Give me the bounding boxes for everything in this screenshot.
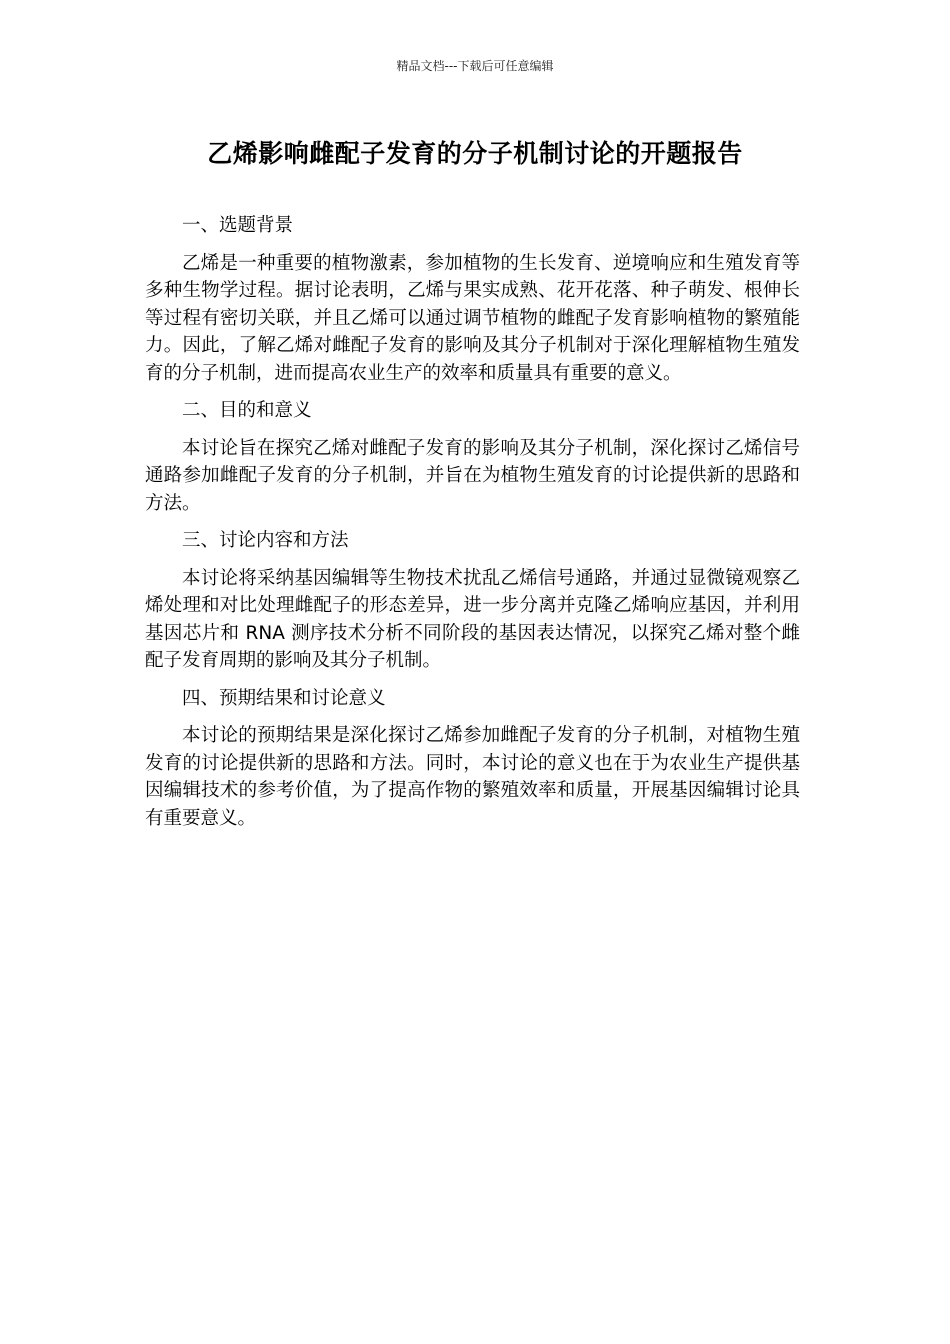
section-paragraph: 本讨论旨在探究乙烯对雌配子发育的影响及其分子机制，深化探讨乙烯信号通路参加雌配子发育的分子机制，并旨在为植物生殖发育的讨论提供新的思路和方法。 xyxy=(145,437,800,514)
document-body xyxy=(145,212,800,842)
section-expected-results xyxy=(145,685,800,833)
section-heading: 四、预期结果和讨论意义 xyxy=(182,687,386,709)
section-paragraph: 本讨论将采纳基因编辑等生物技术扰乱乙烯信号通路，并通过显微镜观察乙烯处理和对比处理雌配子的形态差异，进一步分离并克隆乙烯响应基因，并利用基因芯片和 RNA 测序技术分析不同阶段的基因表达情况，以探究乙烯对整个雌配子发育周期的影响及其分子机制。 xyxy=(145,567,800,671)
section-heading: 二、目的和意义 xyxy=(182,400,312,421)
section-heading: 三、讨论内容和方法 xyxy=(182,530,349,551)
section-paragraph: 本讨论的预期结果是深化探讨乙烯参加雌配子发育的分子机制，对植物生殖发育的讨论提供新的思路和方法。同时，本讨论的意义也在于为农业生产提供基因编辑技术的参考价值，为了提高作物的繁殖效率和质量，开展基因编辑讨论具有重要意义。 xyxy=(145,725,800,829)
section-methods xyxy=(145,527,800,675)
page-header: 精品文档---下载后可任意编辑 xyxy=(396,59,554,73)
section-background xyxy=(145,212,800,387)
section-paragraph: 乙烯是一种重要的植物激素，参加植物的生长发育、逆境响应和生殖发育等多种生物学过程。据讨论表明，乙烯与果实成熟、花开花落、种子萌发、根伸长等过程有密切关联，并且乙烯可以通过调节植物的雌配子发育影响植物的繁殖能力。因此，了解乙烯对雌配子发育的影响及其分子机制对于深化理解植物生殖发育的分子机制，进而提高农业生产的效率和质量具有重要的意义。 xyxy=(145,252,800,384)
section-purpose xyxy=(145,397,800,517)
section-heading: 一、选题背景 xyxy=(182,215,294,236)
document-title: 乙烯影响雌配子发育的分子机制讨论的开题报告 xyxy=(207,139,743,168)
